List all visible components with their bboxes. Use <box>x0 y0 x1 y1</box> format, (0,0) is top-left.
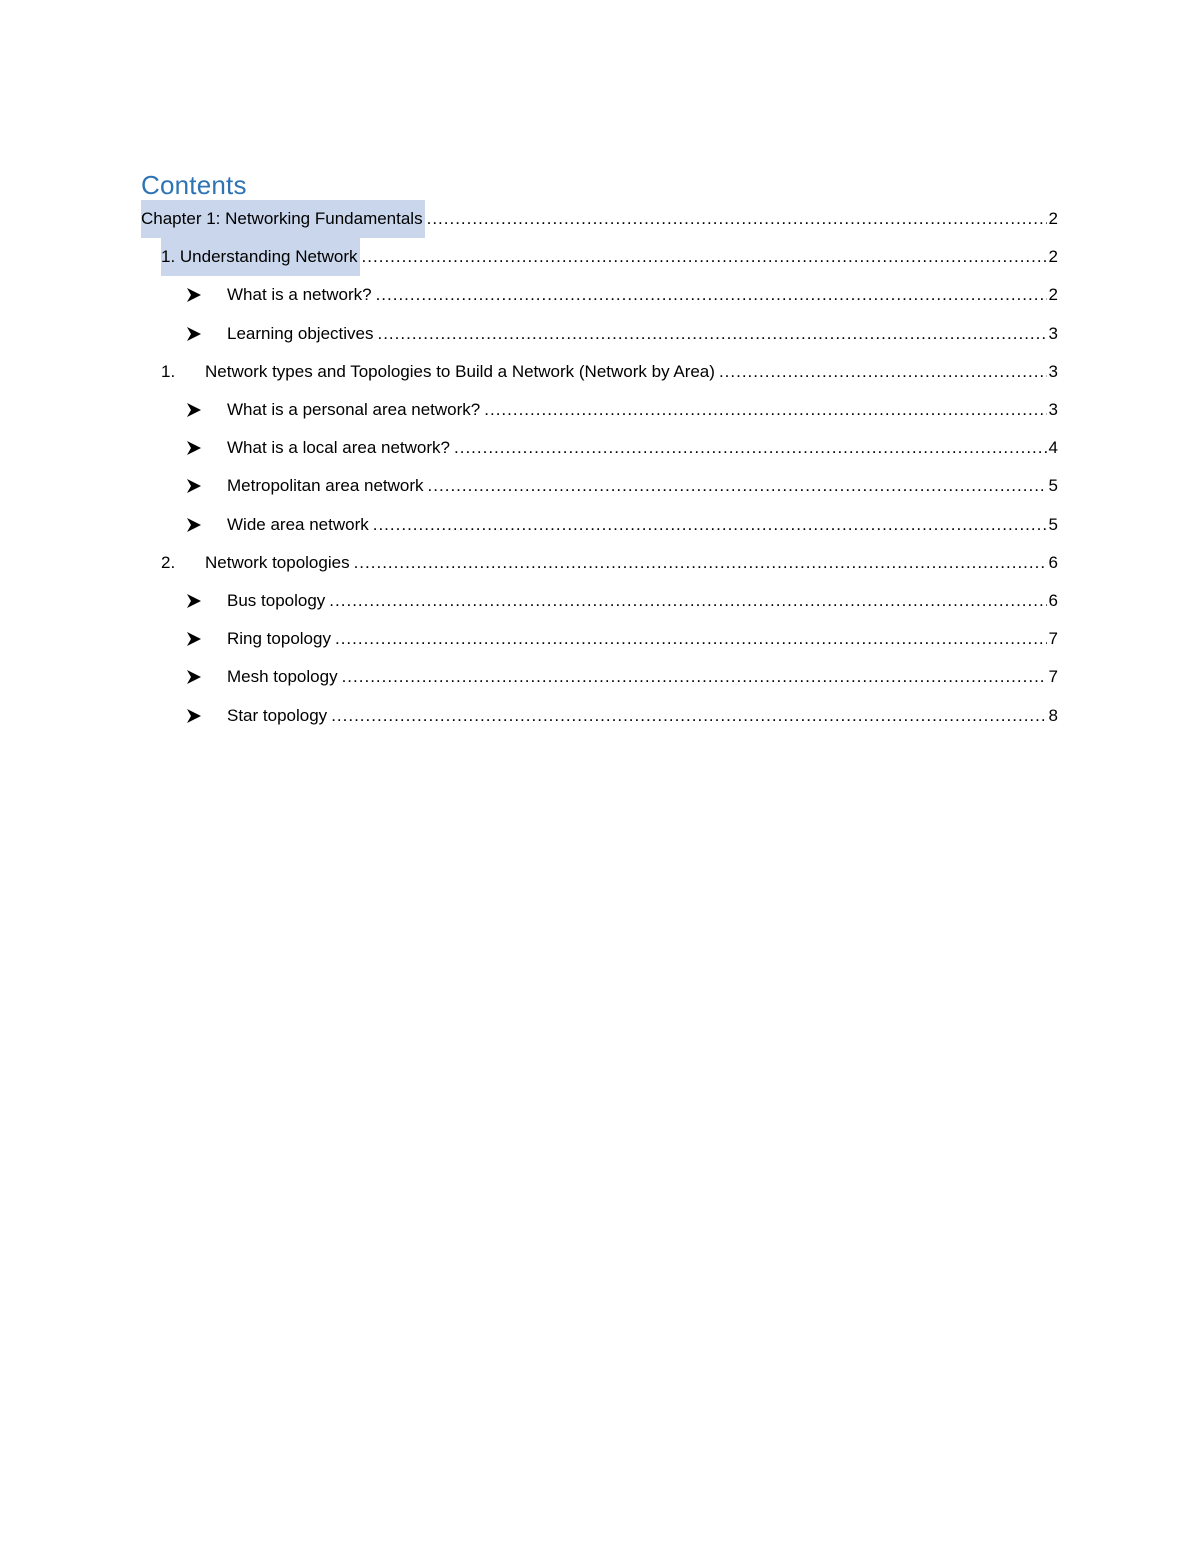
toc-entry-title: Mesh topology <box>227 667 338 687</box>
toc-entry-number: 2. <box>161 552 176 572</box>
toc-entry[interactable] <box>0 506 1200 544</box>
toc-entry[interactable] <box>0 238 1200 276</box>
arrow-icon <box>186 593 202 609</box>
toc-entry[interactable] <box>0 620 1200 658</box>
toc-entry[interactable] <box>0 200 1200 238</box>
toc-entry-page-number: 8 <box>1048 705 1058 725</box>
toc-entry[interactable] <box>0 315 1200 353</box>
toc-entry-page-number: 7 <box>1048 629 1058 649</box>
toc-entry-page-number: 2 <box>1048 247 1058 267</box>
toc-entry-title: 1. Understanding Network <box>161 238 360 276</box>
toc-leader-dots <box>427 200 1047 238</box>
toc-entry-page-number: 2 <box>1048 209 1058 228</box>
toc-leader-dots <box>719 353 1047 391</box>
toc-leader-dots <box>484 391 1046 429</box>
toc-leader-dots <box>342 658 1047 696</box>
toc-heading: Contents <box>141 170 247 200</box>
toc-entry-page-number: 4 <box>1048 438 1058 458</box>
toc-entry-page-number: 6 <box>1048 552 1058 572</box>
toc-entry-page-number: 6 <box>1048 591 1058 610</box>
toc-entry-title: Network types and Topologies to Build a Network (Network by Area) <box>205 361 715 381</box>
arrow-icon <box>186 708 202 724</box>
toc-entry-title: Network topologies <box>205 552 350 572</box>
toc-entry[interactable] <box>0 658 1200 696</box>
toc-entry-page-number: 3 <box>1048 361 1058 381</box>
toc-leader-dots <box>362 238 1047 276</box>
toc-entry-title: Ring topology <box>227 629 331 649</box>
toc-entry[interactable] <box>0 697 1200 735</box>
toc-entry[interactable] <box>0 582 1200 620</box>
arrow-icon <box>186 326 202 342</box>
arrow-icon <box>186 669 202 685</box>
toc-leader-dots <box>329 582 1046 620</box>
arrow-icon <box>186 440 202 456</box>
toc-entry-title: What is a personal area network? <box>227 400 481 419</box>
arrow-icon <box>186 402 202 418</box>
toc-leader-dots <box>376 276 1047 314</box>
toc-entry-page-number: 3 <box>1048 323 1058 343</box>
toc-entry-page-number: 7 <box>1048 667 1058 687</box>
toc-entry-title: Bus topology <box>227 591 326 610</box>
toc-leader-dots <box>454 429 1047 467</box>
arrow-icon <box>186 478 202 494</box>
toc-entry[interactable] <box>0 544 1200 582</box>
toc-leader-dots <box>335 620 1047 658</box>
toc-entry-page-number: 3 <box>1048 400 1058 419</box>
toc-entry-page-number: 2 <box>1048 285 1058 305</box>
toc-leader-dots <box>331 697 1046 735</box>
arrow-icon <box>186 631 202 647</box>
toc-entry-page-number: 5 <box>1048 476 1058 496</box>
toc-leader-dots <box>428 467 1047 505</box>
toc-entry-title: Star topology <box>227 705 328 725</box>
toc-entry-title: Chapter 1: Networking Fundamentals <box>141 200 425 238</box>
toc-entry[interactable] <box>0 467 1200 505</box>
toc-entry-title: Metropolitan area network <box>227 476 424 496</box>
toc-leader-dots <box>377 315 1046 353</box>
toc-entry-title: Wide area network <box>227 514 369 534</box>
toc-entry[interactable] <box>0 353 1200 391</box>
toc-leader-dots <box>354 544 1047 582</box>
toc-entry[interactable] <box>0 276 1200 314</box>
toc-entry-number: 1. <box>161 361 176 381</box>
toc-entry-title: What is a network? <box>227 285 372 305</box>
toc-leader-dots <box>373 506 1047 544</box>
arrow-icon <box>186 517 202 533</box>
arrow-icon <box>186 287 202 303</box>
toc-entry[interactable] <box>0 391 1200 429</box>
toc-entry-title: Learning objectives <box>227 323 374 343</box>
toc-entry-page-number: 5 <box>1048 514 1058 534</box>
toc-entry-title: What is a local area network? <box>227 438 450 458</box>
toc-entry[interactable] <box>0 429 1200 467</box>
